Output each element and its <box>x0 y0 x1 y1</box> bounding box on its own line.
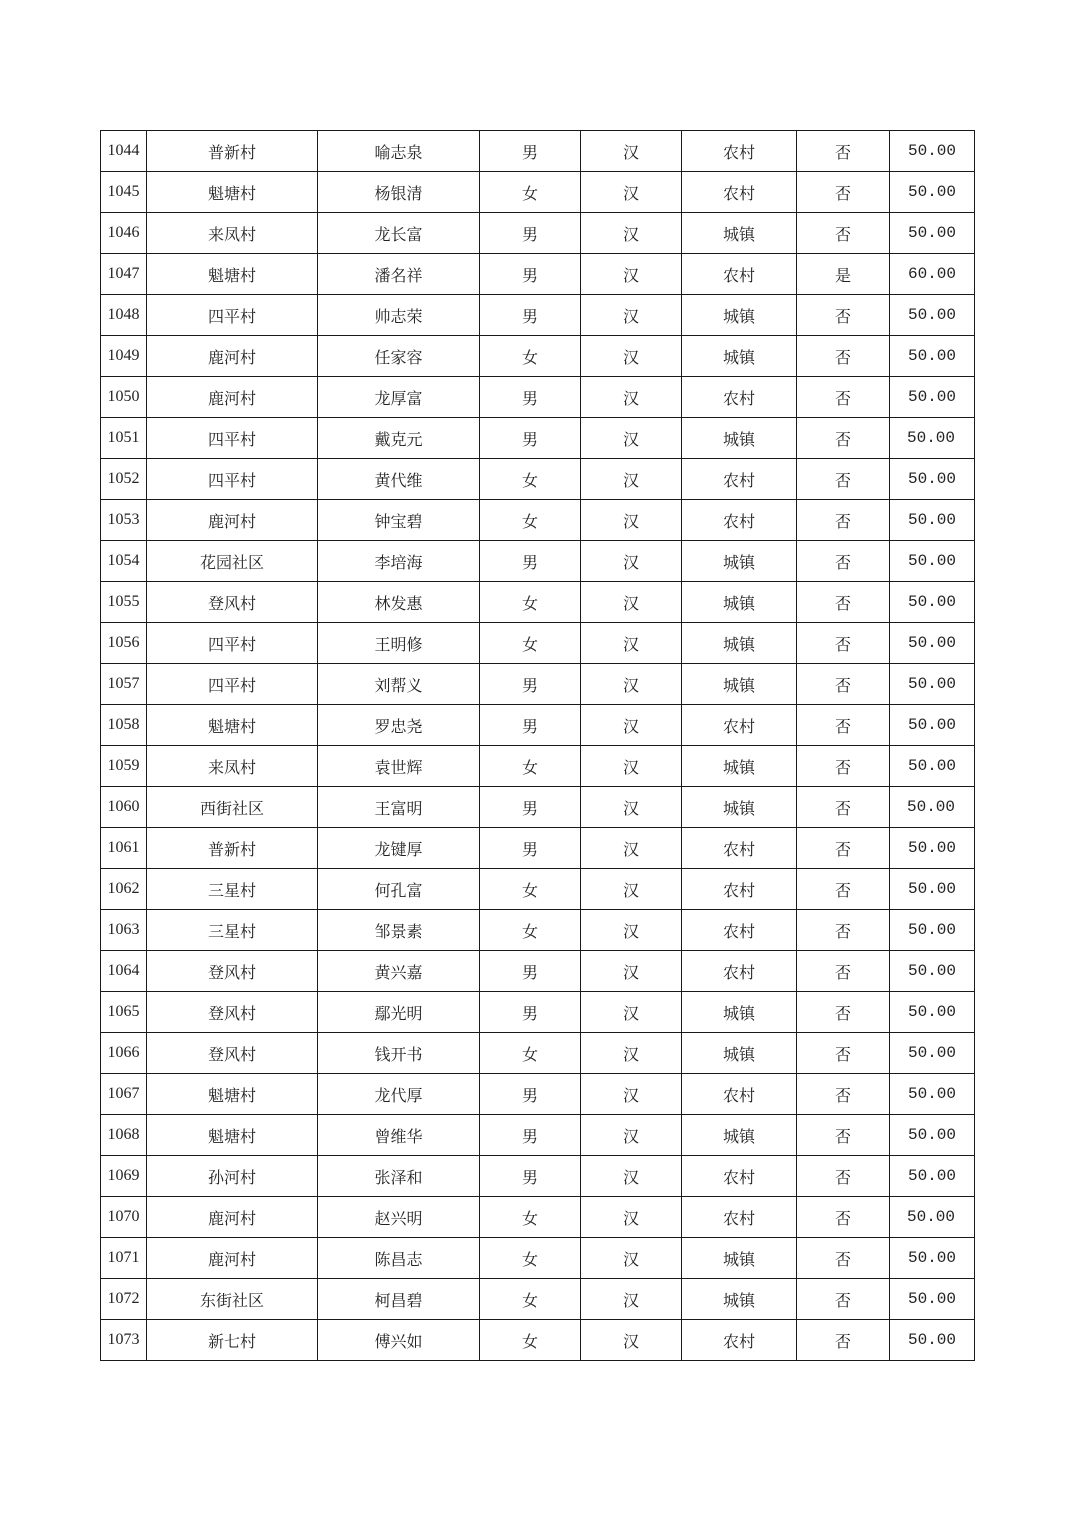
residence-type-cell: 农村 <box>682 500 797 541</box>
ethnicity-cell: 汉 <box>581 1115 682 1156</box>
residence-type-cell: 农村 <box>682 705 797 746</box>
person-name-cell: 张泽和 <box>318 1156 480 1197</box>
village-cell: 四平村 <box>147 664 318 705</box>
residence-type-cell: 农村 <box>682 1197 797 1238</box>
table-row <box>101 1074 975 1115</box>
residence-type-cell: 农村 <box>682 459 797 500</box>
table-row <box>101 1197 975 1238</box>
amount-cell: 50.00 <box>890 746 975 787</box>
gender-cell: 女 <box>480 1238 581 1279</box>
person-name-cell: 戴克元 <box>318 418 480 459</box>
residence-type-cell: 城镇 <box>682 623 797 664</box>
table-row <box>101 664 975 705</box>
flag-cell: 否 <box>797 1279 890 1320</box>
ethnicity-cell: 汉 <box>581 1197 682 1238</box>
amount-cell: 50.00 <box>890 664 975 705</box>
residence-type-cell: 城镇 <box>682 1033 797 1074</box>
record-id-cell: 1054 <box>101 541 147 582</box>
amount-cell: 50.00 <box>890 418 975 459</box>
table-row <box>101 377 975 418</box>
flag-cell: 否 <box>797 336 890 377</box>
record-id-cell: 1060 <box>101 787 147 828</box>
amount-cell: 50.00 <box>890 541 975 582</box>
amount-cell: 50.00 <box>890 869 975 910</box>
village-cell: 登风村 <box>147 1033 318 1074</box>
amount-cell: 50.00 <box>890 828 975 869</box>
village-cell: 普新村 <box>147 828 318 869</box>
person-name-cell: 陈昌志 <box>318 1238 480 1279</box>
amount-cell: 50.00 <box>890 213 975 254</box>
flag-cell: 否 <box>797 131 890 172</box>
amount-cell: 50.00 <box>890 1279 975 1320</box>
gender-cell: 女 <box>480 459 581 500</box>
ethnicity-cell: 汉 <box>581 213 682 254</box>
amount-cell: 50.00 <box>890 172 975 213</box>
table-row <box>101 459 975 500</box>
ethnicity-cell: 汉 <box>581 746 682 787</box>
ethnicity-cell: 汉 <box>581 1033 682 1074</box>
flag-cell: 否 <box>797 992 890 1033</box>
flag-cell: 否 <box>797 1115 890 1156</box>
person-name-cell: 黄代维 <box>318 459 480 500</box>
person-name-cell: 龙键厚 <box>318 828 480 869</box>
person-name-cell: 何孔富 <box>318 869 480 910</box>
gender-cell: 男 <box>480 1074 581 1115</box>
ethnicity-cell: 汉 <box>581 951 682 992</box>
flag-cell: 否 <box>797 172 890 213</box>
residence-type-cell: 农村 <box>682 131 797 172</box>
residence-type-cell: 城镇 <box>682 1238 797 1279</box>
record-id-cell: 1048 <box>101 295 147 336</box>
record-id-cell: 1053 <box>101 500 147 541</box>
record-id-cell: 1063 <box>101 910 147 951</box>
gender-cell: 女 <box>480 910 581 951</box>
village-cell: 魁塘村 <box>147 172 318 213</box>
flag-cell: 否 <box>797 541 890 582</box>
ethnicity-cell: 汉 <box>581 1074 682 1115</box>
village-cell: 鹿河村 <box>147 1238 318 1279</box>
table-row <box>101 992 975 1033</box>
amount-cell: 50.00 <box>890 459 975 500</box>
amount-cell: 50.00 <box>890 623 975 664</box>
village-cell: 孙河村 <box>147 1156 318 1197</box>
gender-cell: 女 <box>480 336 581 377</box>
record-id-cell: 1044 <box>101 131 147 172</box>
record-id-cell: 1050 <box>101 377 147 418</box>
person-name-cell: 刘帮义 <box>318 664 480 705</box>
residence-type-cell: 农村 <box>682 828 797 869</box>
ethnicity-cell: 汉 <box>581 992 682 1033</box>
flag-cell: 否 <box>797 1197 890 1238</box>
person-name-cell: 钟宝碧 <box>318 500 480 541</box>
residence-type-cell: 农村 <box>682 869 797 910</box>
flag-cell: 否 <box>797 746 890 787</box>
flag-cell: 否 <box>797 1320 890 1361</box>
record-id-cell: 1056 <box>101 623 147 664</box>
table-row <box>101 1279 975 1320</box>
table-row <box>101 1320 975 1361</box>
gender-cell: 女 <box>480 582 581 623</box>
residence-type-cell: 农村 <box>682 1320 797 1361</box>
village-cell: 东街社区 <box>147 1279 318 1320</box>
person-name-cell: 杨银清 <box>318 172 480 213</box>
gender-cell: 男 <box>480 295 581 336</box>
record-id-cell: 1066 <box>101 1033 147 1074</box>
amount-cell: 50.00 <box>890 1320 975 1361</box>
person-name-cell: 龙代厚 <box>318 1074 480 1115</box>
amount-cell: 50.00 <box>890 377 975 418</box>
flag-cell: 否 <box>797 377 890 418</box>
flag-cell: 是 <box>797 254 890 295</box>
village-cell: 三星村 <box>147 910 318 951</box>
ethnicity-cell: 汉 <box>581 459 682 500</box>
gender-cell: 男 <box>480 1156 581 1197</box>
flag-cell: 否 <box>797 869 890 910</box>
amount-cell: 50.00 <box>890 1115 975 1156</box>
flag-cell: 否 <box>797 1074 890 1115</box>
record-id-cell: 1061 <box>101 828 147 869</box>
table-row <box>101 295 975 336</box>
amount-cell: 50.00 <box>890 1074 975 1115</box>
gender-cell: 女 <box>480 869 581 910</box>
amount-cell: 60.00 <box>890 254 975 295</box>
gender-cell: 男 <box>480 377 581 418</box>
record-id-cell: 1071 <box>101 1238 147 1279</box>
record-id-cell: 1065 <box>101 992 147 1033</box>
person-name-cell: 王明修 <box>318 623 480 664</box>
flag-cell: 否 <box>797 910 890 951</box>
table-row <box>101 582 975 623</box>
village-cell: 普新村 <box>147 131 318 172</box>
table-row <box>101 910 975 951</box>
gender-cell: 男 <box>480 705 581 746</box>
record-id-cell: 1057 <box>101 664 147 705</box>
person-name-cell: 罗忠尧 <box>318 705 480 746</box>
residence-type-cell: 城镇 <box>682 582 797 623</box>
ethnicity-cell: 汉 <box>581 910 682 951</box>
ethnicity-cell: 汉 <box>581 705 682 746</box>
table-row <box>101 787 975 828</box>
village-cell: 四平村 <box>147 459 318 500</box>
village-cell: 鹿河村 <box>147 377 318 418</box>
record-id-cell: 1070 <box>101 1197 147 1238</box>
record-id-cell: 1051 <box>101 418 147 459</box>
person-name-cell: 赵兴明 <box>318 1197 480 1238</box>
residence-type-cell: 城镇 <box>682 336 797 377</box>
record-id-cell: 1067 <box>101 1074 147 1115</box>
person-name-cell: 鄢光明 <box>318 992 480 1033</box>
village-cell: 四平村 <box>147 295 318 336</box>
amount-cell: 50.00 <box>890 910 975 951</box>
record-id-cell: 1045 <box>101 172 147 213</box>
roster-table <box>100 130 975 1361</box>
person-name-cell: 龙厚富 <box>318 377 480 418</box>
residence-type-cell: 城镇 <box>682 541 797 582</box>
table-row <box>101 418 975 459</box>
table-row <box>101 1115 975 1156</box>
flag-cell: 否 <box>797 213 890 254</box>
village-cell: 魁塘村 <box>147 1074 318 1115</box>
person-name-cell: 袁世辉 <box>318 746 480 787</box>
amount-cell: 50.00 <box>890 1156 975 1197</box>
ethnicity-cell: 汉 <box>581 418 682 459</box>
village-cell: 花园社区 <box>147 541 318 582</box>
amount-cell: 50.00 <box>890 951 975 992</box>
village-cell: 三星村 <box>147 869 318 910</box>
amount-cell: 50.00 <box>890 787 975 828</box>
table-row <box>101 869 975 910</box>
flag-cell: 否 <box>797 459 890 500</box>
table-row <box>101 1156 975 1197</box>
flag-cell: 否 <box>797 1033 890 1074</box>
ethnicity-cell: 汉 <box>581 828 682 869</box>
village-cell: 鹿河村 <box>147 500 318 541</box>
flag-cell: 否 <box>797 623 890 664</box>
person-name-cell: 黄兴嘉 <box>318 951 480 992</box>
flag-cell: 否 <box>797 1156 890 1197</box>
amount-cell: 50.00 <box>890 1238 975 1279</box>
residence-type-cell: 农村 <box>682 1074 797 1115</box>
record-id-cell: 1062 <box>101 869 147 910</box>
record-id-cell: 1046 <box>101 213 147 254</box>
gender-cell: 男 <box>480 418 581 459</box>
residence-type-cell: 城镇 <box>682 746 797 787</box>
village-cell: 登风村 <box>147 951 318 992</box>
table-row <box>101 336 975 377</box>
gender-cell: 女 <box>480 1320 581 1361</box>
residence-type-cell: 城镇 <box>682 992 797 1033</box>
flag-cell: 否 <box>797 295 890 336</box>
gender-cell: 男 <box>480 992 581 1033</box>
village-cell: 四平村 <box>147 623 318 664</box>
person-name-cell: 潘名祥 <box>318 254 480 295</box>
residence-type-cell: 农村 <box>682 254 797 295</box>
record-id-cell: 1049 <box>101 336 147 377</box>
amount-cell: 50.00 <box>890 336 975 377</box>
table-row <box>101 828 975 869</box>
ethnicity-cell: 汉 <box>581 869 682 910</box>
table-row <box>101 705 975 746</box>
flag-cell: 否 <box>797 787 890 828</box>
table-row <box>101 254 975 295</box>
gender-cell: 男 <box>480 951 581 992</box>
flag-cell: 否 <box>797 1238 890 1279</box>
person-name-cell: 帅志荣 <box>318 295 480 336</box>
amount-cell: 50.00 <box>890 1033 975 1074</box>
table-row <box>101 1238 975 1279</box>
village-cell: 登风村 <box>147 582 318 623</box>
record-id-cell: 1055 <box>101 582 147 623</box>
residence-type-cell: 城镇 <box>682 1279 797 1320</box>
ethnicity-cell: 汉 <box>581 541 682 582</box>
village-cell: 来凤村 <box>147 746 318 787</box>
village-cell: 鹿河村 <box>147 336 318 377</box>
flag-cell: 否 <box>797 705 890 746</box>
record-id-cell: 1059 <box>101 746 147 787</box>
residence-type-cell: 城镇 <box>682 295 797 336</box>
amount-cell: 50.00 <box>890 500 975 541</box>
gender-cell: 女 <box>480 1279 581 1320</box>
ethnicity-cell: 汉 <box>581 582 682 623</box>
record-id-cell: 1052 <box>101 459 147 500</box>
residence-type-cell: 农村 <box>682 951 797 992</box>
gender-cell: 女 <box>480 1033 581 1074</box>
residence-type-cell: 城镇 <box>682 418 797 459</box>
village-cell: 西街社区 <box>147 787 318 828</box>
gender-cell: 男 <box>480 828 581 869</box>
ethnicity-cell: 汉 <box>581 1238 682 1279</box>
person-name-cell: 喻志泉 <box>318 131 480 172</box>
gender-cell: 女 <box>480 500 581 541</box>
gender-cell: 男 <box>480 131 581 172</box>
flag-cell: 否 <box>797 582 890 623</box>
gender-cell: 男 <box>480 254 581 295</box>
village-cell: 魁塘村 <box>147 254 318 295</box>
record-id-cell: 1072 <box>101 1279 147 1320</box>
amount-cell: 50.00 <box>890 295 975 336</box>
ethnicity-cell: 汉 <box>581 500 682 541</box>
table-row <box>101 1033 975 1074</box>
residence-type-cell: 农村 <box>682 172 797 213</box>
ethnicity-cell: 汉 <box>581 295 682 336</box>
residence-type-cell: 农村 <box>682 377 797 418</box>
flag-cell: 否 <box>797 664 890 705</box>
table-row <box>101 746 975 787</box>
flag-cell: 否 <box>797 500 890 541</box>
ethnicity-cell: 汉 <box>581 787 682 828</box>
flag-cell: 否 <box>797 828 890 869</box>
person-name-cell: 柯昌碧 <box>318 1279 480 1320</box>
amount-cell: 50.00 <box>890 131 975 172</box>
village-cell: 登风村 <box>147 992 318 1033</box>
ethnicity-cell: 汉 <box>581 664 682 705</box>
ethnicity-cell: 汉 <box>581 131 682 172</box>
ethnicity-cell: 汉 <box>581 377 682 418</box>
village-cell: 新七村 <box>147 1320 318 1361</box>
amount-cell: 50.00 <box>890 1197 975 1238</box>
residence-type-cell: 城镇 <box>682 213 797 254</box>
ethnicity-cell: 汉 <box>581 254 682 295</box>
gender-cell: 男 <box>480 787 581 828</box>
ethnicity-cell: 汉 <box>581 1156 682 1197</box>
gender-cell: 男 <box>480 1115 581 1156</box>
record-id-cell: 1073 <box>101 1320 147 1361</box>
village-cell: 鹿河村 <box>147 1197 318 1238</box>
table-row <box>101 213 975 254</box>
residence-type-cell: 农村 <box>682 910 797 951</box>
gender-cell: 男 <box>480 664 581 705</box>
person-name-cell: 龙长富 <box>318 213 480 254</box>
ethnicity-cell: 汉 <box>581 1279 682 1320</box>
gender-cell: 男 <box>480 213 581 254</box>
village-cell: 魁塘村 <box>147 1115 318 1156</box>
person-name-cell: 曾维华 <box>318 1115 480 1156</box>
person-name-cell: 邹景素 <box>318 910 480 951</box>
flag-cell: 否 <box>797 418 890 459</box>
gender-cell: 女 <box>480 623 581 664</box>
record-id-cell: 1068 <box>101 1115 147 1156</box>
ethnicity-cell: 汉 <box>581 1320 682 1361</box>
table-row <box>101 172 975 213</box>
ethnicity-cell: 汉 <box>581 336 682 377</box>
record-id-cell: 1069 <box>101 1156 147 1197</box>
village-cell: 魁塘村 <box>147 705 318 746</box>
ethnicity-cell: 汉 <box>581 623 682 664</box>
gender-cell: 女 <box>480 746 581 787</box>
table-row <box>101 131 975 172</box>
person-name-cell: 李培海 <box>318 541 480 582</box>
gender-cell: 女 <box>480 1197 581 1238</box>
roster-body <box>101 131 975 1361</box>
person-name-cell: 林发惠 <box>318 582 480 623</box>
ethnicity-cell: 汉 <box>581 172 682 213</box>
table-row <box>101 541 975 582</box>
residence-type-cell: 城镇 <box>682 664 797 705</box>
person-name-cell: 傅兴如 <box>318 1320 480 1361</box>
village-cell: 四平村 <box>147 418 318 459</box>
person-name-cell: 王富明 <box>318 787 480 828</box>
village-cell: 来凤村 <box>147 213 318 254</box>
amount-cell: 50.00 <box>890 582 975 623</box>
person-name-cell: 钱开书 <box>318 1033 480 1074</box>
table-row <box>101 500 975 541</box>
amount-cell: 50.00 <box>890 705 975 746</box>
table-row <box>101 951 975 992</box>
amount-cell: 50.00 <box>890 992 975 1033</box>
residence-type-cell: 城镇 <box>682 787 797 828</box>
residence-type-cell: 农村 <box>682 1156 797 1197</box>
person-name-cell: 任家容 <box>318 336 480 377</box>
table-row <box>101 623 975 664</box>
record-id-cell: 1047 <box>101 254 147 295</box>
flag-cell: 否 <box>797 951 890 992</box>
gender-cell: 男 <box>480 541 581 582</box>
record-id-cell: 1058 <box>101 705 147 746</box>
residence-type-cell: 城镇 <box>682 1115 797 1156</box>
record-id-cell: 1064 <box>101 951 147 992</box>
gender-cell: 女 <box>480 172 581 213</box>
